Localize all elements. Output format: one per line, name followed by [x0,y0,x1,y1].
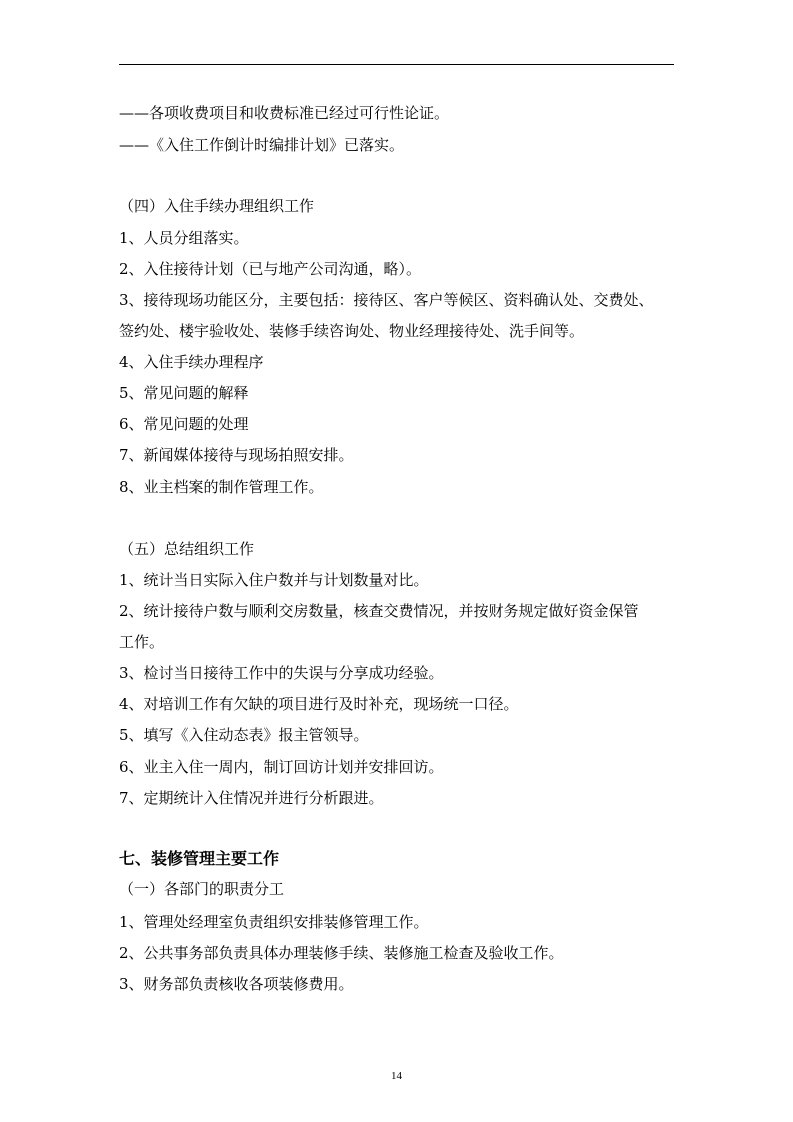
list-item: 1、人员分组落实。 [119,229,249,247]
list-item: 4、对培训工作有欠缺的项目进行及时补充，现场统一口径。 [119,695,519,713]
header-rule [119,64,674,65]
list-item: 5、填写《入住动态表》报主管领导。 [119,726,369,744]
section-heading: （五）总结组织工作 [119,540,255,558]
list-item: 7、定期统计入住情况并进行分析跟进。 [119,789,384,807]
intro-line: ——《入住工作倒计时编排计划》已落实。 [119,136,405,154]
list-item: 工作。 [119,633,165,651]
list-item: 8、业主档案的制作管理工作。 [119,478,324,496]
list-item: 6、业主入住一周内，制订回访计划并安排回访。 [119,758,444,776]
list-item: 1、管理处经理室负责组织安排装修管理工作。 [119,913,429,931]
list-item: 7、新闻媒体接待与现场拍照安排。 [119,446,354,464]
section-heading: （四）入住手续办理组织工作 [119,197,315,215]
list-item: 4、入住手续办理程序 [119,353,264,371]
list-item: 签约处、楼宇验收处、装修手续咨询处、物业经理接待处、洗手间等。 [119,322,585,340]
list-item: 3、接待现场功能区分，主要包括：接待区、客户等候区、资料确认处、交费处、 [119,291,654,309]
section-heading: （一）各部门的职责分工 [119,880,285,898]
list-item: 1、统计当日实际入住户数并与计划数量对比。 [119,571,429,589]
intro-line: ——各项收费项目和收费标准已经过可行性论证。 [119,104,450,122]
list-item: 2、入住接待计划（已与地产公司沟通，略）。 [119,260,422,278]
list-item: 6、常见问题的处理 [119,415,249,433]
chapter-heading: 七、装修管理主要工作 [119,849,280,868]
list-item: 2、公共事务部负责具体办理装修手续、装修施工检查及验收工作。 [119,944,564,962]
list-item: 5、常见问题的解释 [119,384,249,402]
list-item: 2、统计接待户数与顺利交房数量，核查交费情况，并按财务规定做好资金保管 [119,602,639,620]
list-item: 3、财务部负责核收各项装修费用。 [119,975,354,993]
page-number: 14 [391,1070,402,1082]
list-item: 3、检讨当日接待工作中的失误与分享成功经验。 [119,664,444,682]
